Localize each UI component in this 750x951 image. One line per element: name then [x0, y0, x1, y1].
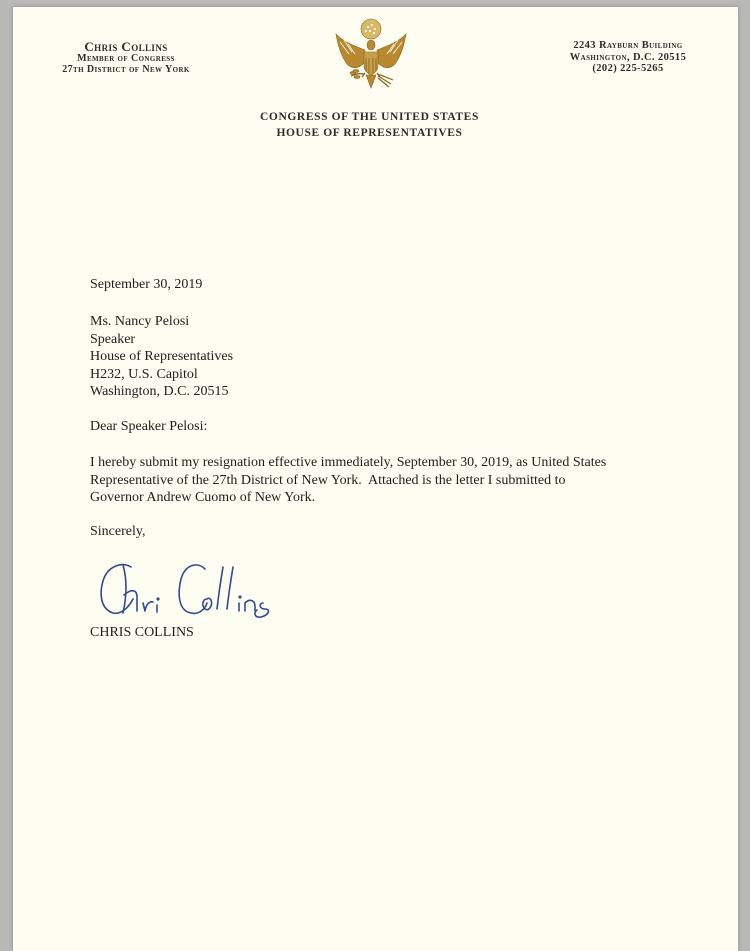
signer-name: CHRIS COLLINS: [90, 625, 194, 640]
letterhead-member: [41, 40, 211, 75]
recipient-line: Ms. Nancy Pelosi: [90, 314, 190, 329]
body-line: Representative of the 27th District of New York. Attached is the letter I submitted to: [90, 472, 566, 488]
letterhead-address: [548, 40, 708, 75]
member-title: Member of Congress: [77, 53, 175, 64]
congress-line1: CONGRESS OF THE UNITED STATES: [260, 111, 479, 123]
recipient-line: Washington, D.C. 20515: [90, 384, 229, 399]
office-address-line1: 2243 Rayburn Building: [573, 40, 683, 51]
letter-page: [13, 7, 738, 951]
great-seal-eagle-icon: [331, 16, 411, 102]
handwritten-signature: [93, 555, 303, 625]
letter-body: [90, 454, 680, 507]
congress-header: [213, 109, 526, 141]
recipient-address: [90, 313, 233, 401]
body-line: I hereby submit my resignation effective immediately, September 30, 2019, as United States: [90, 455, 607, 470]
recipient-line: H232, U.S. Capitol: [90, 366, 198, 382]
congress-line2: HOUSE OF REPRESENTATIVES: [276, 127, 463, 139]
salutation: Dear Speaker Pelosi:: [90, 419, 208, 434]
office-phone: (202) 225-5265: [592, 63, 664, 74]
recipient-line: Speaker: [90, 331, 136, 347]
office-address-line2: Washington, D.C. 20515: [569, 51, 687, 63]
body-line: Governor Andrew Cuomo of New York.: [90, 490, 316, 505]
letter-date: September 30, 2019: [90, 277, 203, 292]
recipient-line: House of Representatives: [90, 349, 234, 364]
closing: Sincerely,: [90, 524, 146, 539]
member-name: Chris Collins: [84, 39, 168, 54]
member-district: 27th District of New York: [62, 64, 190, 75]
